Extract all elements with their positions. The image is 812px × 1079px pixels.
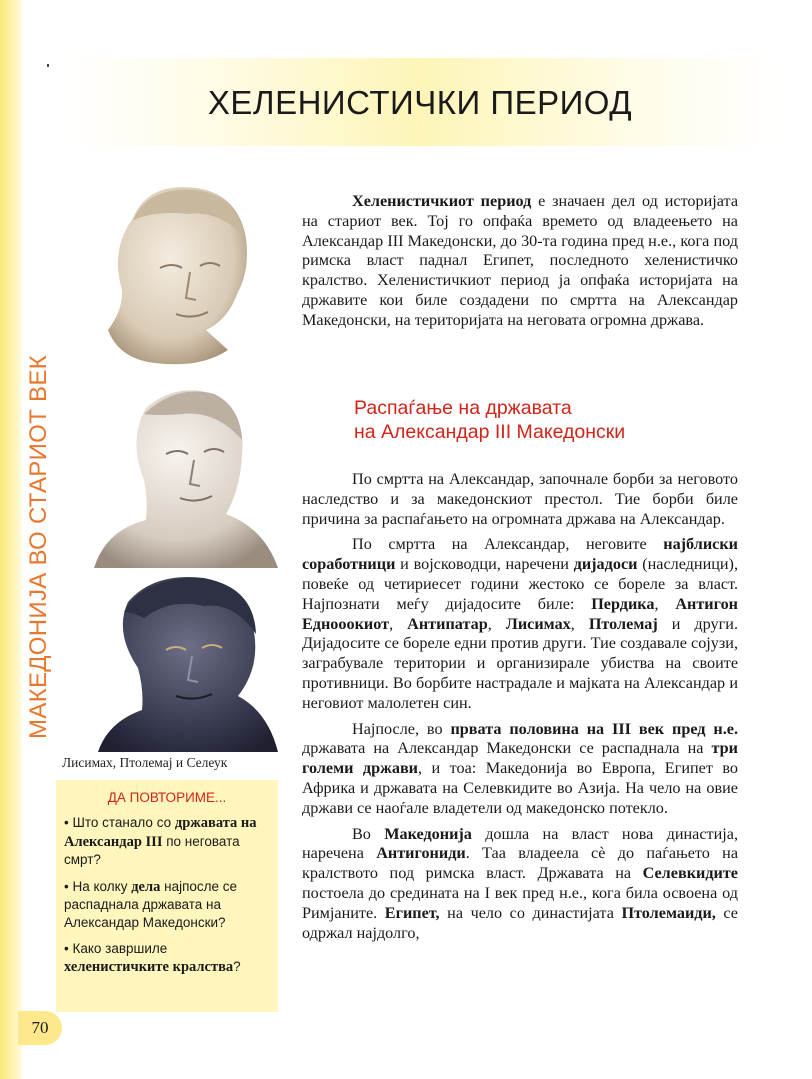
page-number: 70 (18, 1011, 62, 1045)
review-question-3: • Како завршиле хеленистичките кралства? (64, 941, 241, 975)
paragraph-3: Најпосле, во првата половина на III век пред н.е. државата на Александар Македонски се распаднала на три големи држави, и тоа: Македонија во Европа, Египет во Африка и државата на Селевкидите во Азија. На чело на овие држави се наоѓале владетели од македонско потекло. (302, 719, 739, 817)
side-chapter-title: МАКЕДОНИЈА ВО СТАРИОТ ВЕК (25, 355, 52, 739)
paragraph-1: По смртта на Александар, започнале борби за неговото наследство и за македонскиот престол. Тие борби биле причина за распаѓањето на огромната држава на Александар. (302, 470, 738, 528)
review-question-2: • На колку дела најпосле се распаднала државата на Александар Македонски? (64, 878, 238, 930)
page-title: ХЕЛЕНИСТИЧКИ ПЕРИОД (207, 84, 633, 121)
section-body (302, 470, 738, 943)
intro-paragraph: Хеленистичкиот период е значаен дел од историјата на стариот век. Тој го опфаќа времето од владеењето на Александар III Македонски, до 30-та година пред н.е., кога под римска власт паднал Египет, последното хеленистичко кралство. Хеленистичкиот период ја опфаќа историјата на државите кои биле создадени по смртта на Александар Македонски, на територијата на неговата огромна држава. (302, 192, 738, 329)
image-caption: Лисимах, Птолемај и Селеук (62, 755, 228, 770)
section-heading: Распаѓање на државата на Александар III Македонски (354, 397, 626, 443)
review-question-1: • Што станало со државата на Александар III по неговата смрт? (64, 815, 257, 867)
review-title: ДА ПОВТОРИМЕ... (107, 790, 227, 805)
bust-lysimachus-image (78, 180, 288, 370)
paragraph-4: Во Македонија дошла на власт нова династија, наречена Антигониди. Таа владеела сè до паѓањето на кралството под римска власт. Државата на Селевкидите постоела до средината на I век пред н.е., кога била освоена од Римјаните. Египет, на чело со династијата Птолемаиди, се одржал најдолго, (302, 824, 738, 942)
paragraph-2: По смртта на Александар, неговите најблиски соработници и војсководци, наречени дијадоси (наследници), повеќе од четириесет години жестоко се бореле за власт. Најпознати меѓу дијадосите биле: Пердика, Антигон Еднооокиот, Антипатар, Лисимах, Птолемај и други. Дијадосите се бореле едни против други. Тие создавале сојузи, заграбувале територии и организирале убиства на своите противници. Во борбите настрадале и мајката на Александар и неговиот малолетен син. (302, 535, 739, 712)
side-color-strip (0, 0, 22, 1079)
crop-mark (47, 64, 49, 67)
bust-ptolemy-image (86, 380, 286, 570)
bust-seleucus-image (84, 572, 284, 752)
review-box (56, 780, 278, 1012)
